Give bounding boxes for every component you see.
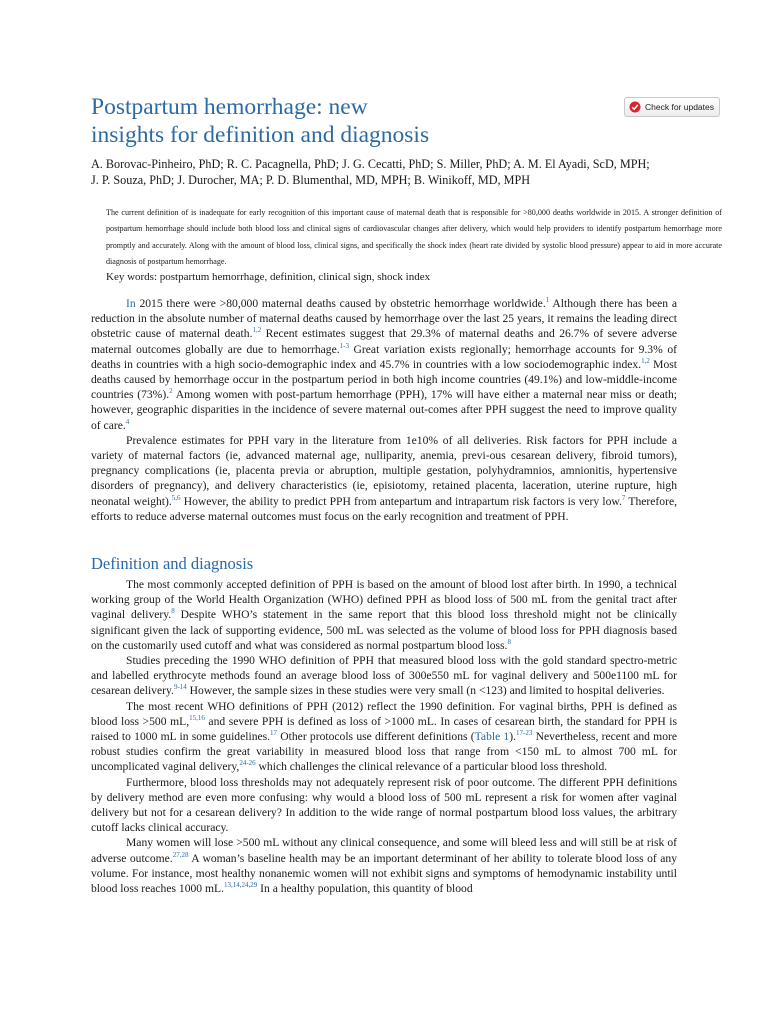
paragraph [91,433,677,524]
text-run: The most commonly accepted definition of PPH is based on the amount of blood lost after birth. In 1990, a technical working group of the World Health Organization (WHO) defined PPH as blood loss of 500 mL from the genital tract after vaginal delivery. [91,578,677,622]
table-1-link[interactable]: Table 1 [474,730,510,744]
check-for-updates-button[interactable] [624,97,720,117]
paragraph [91,296,677,433]
article-title-line: insights for definition and diagnosis [91,122,430,148]
citation-link[interactable]: 8 [171,607,175,616]
text-run: Recent estimates suggest that 29.3% of maternal deaths and 26.7% of severe adverse maternal outcomes globally are due to hemorrhage. [91,327,677,356]
text-run: Although there has been a reduction in the absolute number of maternal deaths caused by hemorrhage over the last 25 years, it remains the leading direct obstetric cause of maternal death. [91,297,677,341]
text-run: Many women will lose >500 mL without any clinical consequence, and some will bleed less and will still be at risk of adverse outcome. [91,836,677,865]
citation-link[interactable]: 13,14,24,29 [223,881,258,890]
text-run: and severe PPH is defined as loss of >1000 mL. In cases of cesarean birth, the standard for PPH is raised to 1000 mL in some guidelines. [91,714,677,744]
citation-link[interactable]: 1,2 [641,356,650,365]
text-run: Most deaths caused by hemorrhage occur in the postpartum period in both high income countries (49.1%) and low-middle-income countries (73%). [91,357,677,402]
text-run: However, the ability to predict PPH from antepartum and intrapartum risk factors is very low. [180,494,622,508]
article-title [91,93,591,149]
text-run: Studies preceding the 1990 WHO definition of PPH that measured blood loss with the gold standard spectro-metric and labelled erythrocyte methods found an average blood loss of 300e550 mL for vaginal delivery and 500e1100 mL for cesarean delivery. [91,654,677,698]
crossmark-icon [629,101,641,113]
paragraph: Furthermore, blood loss thresholds may not adequately represent risk of poor outcome. The different PPH definitions by delivery method are even more confusing: why would a blood loss of 500 mL represent a risk for women after vaginal delivery but not for a cesarean delivery? In addition to the wide range of normal postpartum blood loss values, the arbitrary cutoff lacks clinical accuracy. [91,775,677,835]
citation-link[interactable]: 1,2 [252,326,262,335]
text-run: Therefore, efforts to reduce adverse maternal outcomes must focus on the early recognition and treatment of PPH. [91,494,677,523]
text-run: Among women with post-partum hemorrhage (PPH), 17% will have either a maternal near miss or death; however, geographic disparities in the incidence of severe maternal out-comes after PPH suggest the need to improve quality of care. [91,388,677,432]
text-run: Despite WHO’s statement in the same report that this blood loss threshold might not be clinically significant given the lack of supporting evidence, 500 mL was selected as the volume of blood loss for PPH diagnosis based on the customarily used cutoff and what was considered as normal postpartum blood loss. [91,608,677,652]
text-run: However, the sample sizes in these studies were very small (n <123) and limited to hospital deliveries. [186,684,665,698]
citation-link[interactable]: 1 [545,296,550,305]
section-heading: Definition and diagnosis [91,554,254,573]
citation-link[interactable]: 15,16 [189,713,205,722]
text-run: The most recent WHO definitions of PPH (2012) reflect the 1990 definition. For vaginal births, PPH is defined as blood loss >500 mL, [91,699,677,728]
citation-link[interactable]: 9-14 [173,683,187,692]
text-run: In a healthy population, this quantity of blood [257,882,473,896]
citation-link[interactable]: 27,28 [172,850,189,859]
keywords: Key words: postpartum hemorrhage, definition, clinical sign, shock index [106,271,431,283]
author-line: J. P. Souza, PhD; J. Durocher, MA; P. D. Blumenthal, MD, MPH; B. Winikoff, MD, MPH [91,172,531,187]
definition-section-body [91,577,677,896]
citation-link[interactable]: 17-23 [516,729,533,738]
text-run: A woman’s baseline health may be an important determinant of her ability to tolerate blood loss of any volume. For instance, most healthy nonanemic women will not exhibit signs and symptoms of hemodynamic instability until blood loss reaches 1000 mL. [91,851,677,896]
citation-link[interactable]: 2 [169,387,173,396]
citation-link[interactable]: 8 [507,637,511,646]
text-run: ). [509,730,517,744]
citation-link[interactable]: 24-26 [239,759,256,768]
text-run: Great variation exists regionally; hemorrhage accounts for 9.3% of deaths in countries with a high socio-demographic index and 45.7% in countries with a low sociodemographic index. [91,342,677,371]
drop-in-word: In [126,297,136,310]
author-list [91,157,731,188]
paragraph [91,835,677,896]
author-line: A. Borovac-Pinheiro, PhD; R. C. Pacagnella, PhD; J. G. Cecatti, PhD; S. Miller, PhD; A. M. El Ayadi, ScD, MPH; [91,157,650,171]
text-run: Nevertheless, recent and more robust studies confirm the great variability in measured blood loss that range from <150 mL to almost 700 mL for uncomplicated vaginal delivery, [91,730,678,774]
citation-link[interactable]: 7 [621,493,626,502]
introduction [91,296,677,524]
citation-link[interactable]: 5,6 [171,493,181,502]
paragraph [91,577,677,653]
citation-link[interactable]: 17 [270,729,278,738]
paragraph [91,699,677,775]
check-for-updates-label: Check for updates [645,102,714,112]
text-run: Prevalence estimates for PPH vary in the literature from 1e10% of all deliveries. Risk factors for PPH include a variety of maternal factors (ie, advanced maternal age, nulliparity, anemia, previ-ous cesarean delivery, fibroid tumors), pregnancy complications (ie, placenta previa or abruption, multiple gestation, polyhydramnios, amnionitis, hypertensive disorders of pregnancy), and delivery characteristics (ie, episiotomy, retained placenta, laceration, uterine rupture, high neonatal weight). [91,433,677,508]
article-title-line: Postpartum hemorrhage: new [91,94,368,120]
citation-link[interactable]: 4 [125,417,130,426]
text-run: 2015 there were >80,000 maternal deaths caused by obstetric hemorrhage worldwide. [135,297,546,310]
paragraph [91,653,677,699]
citation-link[interactable]: 1-3 [339,341,349,350]
text-run: which challenges the clinical relevance of a particular blood loss threshold. [255,760,608,774]
abstract: The current definition of is inadequate for early recognition of this important cause of maternal death that is responsible for >80,000 deaths worldwide in 2015. A stronger definition of postpartum hemorrhage should include both blood loss and clinical signs of cardiovascular changes after delivery, which would help providers to identify postpartum hemorrhage more promptly and accurately. Along with the amount of blood loss, clinical signs, and specifically the shock index (heart rate divided by systolic blood pressure) appear to aid in more accurate diagnosis of postpartum hemorrhage. [106,208,722,266]
text-run: Other protocols use different definitions ( [277,730,475,744]
